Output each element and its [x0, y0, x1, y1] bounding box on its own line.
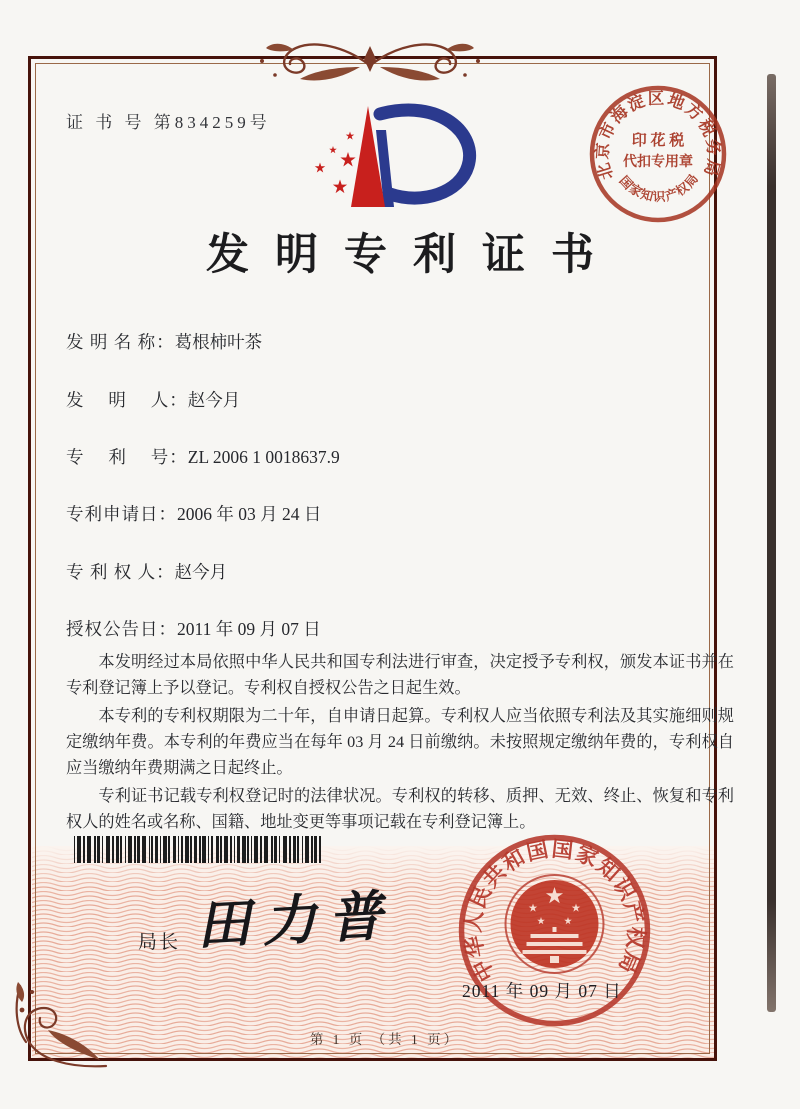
field-invention-name	[66, 329, 262, 354]
legal-paragraph-term-fees: 本专利的专利权期限为二十年，自申请日起算。专利权人应当依照专利法及其实施细则规定缴纳年费。本专利的年费应当在每年 03 月 24 日前缴纳。未按照规定缴纳年费的，专利权自应当缴纳年费期满之日起终止。	[66, 707, 734, 777]
tax-seal-arc-top-text: 北京市海淀区地方税务局	[592, 88, 724, 182]
certificate-number: 证 书 号 第834259号	[66, 113, 271, 132]
field-inventor-value: 赵今月	[187, 390, 241, 410]
field-grant-date	[66, 616, 321, 641]
tax-seal-center-line1: 印 花 税	[631, 133, 685, 149]
director-signature: 田力普	[194, 885, 396, 957]
director-title-label: 局长	[138, 932, 181, 953]
field-filing-date-value: 2006 年 03 月 24 日	[177, 504, 322, 524]
legal-paragraph-grant: 本发明经过本局依照中华人民共和国专利法进行审查，决定授予专利权，颁发本证书并在专利登记簿上予以登记。专利权自授权公告之日起生效。	[66, 653, 734, 697]
field-filing-date-label: 专利申请日：	[66, 504, 177, 524]
field-patentee-value: 赵今月	[174, 562, 228, 582]
field-inventor-label: 发 明 人：	[66, 390, 188, 410]
border-ornament-corner-icon	[8, 980, 120, 1074]
field-patentee	[66, 559, 227, 584]
barcode	[74, 836, 321, 863]
tax-seal-center-line2: 代扣专用章	[623, 155, 693, 170]
field-grant-date-label: 授权公告日：	[66, 619, 177, 639]
field-invention-name-label: 发 明 名 称：	[66, 332, 175, 352]
field-filing-date	[66, 501, 321, 526]
field-invention-name-value: 葛根柿叶茶	[174, 332, 263, 352]
sipo-logo-icon	[290, 100, 510, 218]
office-seal-ring-text: 中华人民共和国国家知识产权局	[460, 836, 649, 986]
field-grant-date-value: 2011 年 09 月 07 日	[177, 619, 321, 639]
field-patent-number-label: 专 利 号：	[66, 447, 188, 467]
seal-date: 2011 年 09 月 07 日	[462, 981, 622, 1001]
svg-text:国家知识产权局	[617, 171, 702, 204]
tax-seal-arc-bottom-text: 国家知识产权局	[616, 170, 702, 205]
legal-paragraph-register: 专利证书记载专利权登记时的法律状况。专利权的转移、质押、无效、终止、恢复和专利权人的姓名或名称、国籍、地址变更等事项记载在专利登记簿上。	[66, 787, 734, 831]
field-inventor	[66, 387, 240, 412]
page-number-footer: 第 1 页 （共 1 页）	[309, 1032, 461, 1047]
national-emblem-icon	[506, 875, 604, 973]
field-patent-number	[66, 444, 340, 469]
border-ornament-top-icon	[240, 34, 500, 88]
field-patent-number-value: ZL 2006 1 0018637.9	[187, 447, 340, 467]
tax-stamp-seal	[582, 78, 734, 230]
field-patentee-label: 专 利 权 人：	[66, 562, 175, 582]
certificate-title: 发明专利证书	[206, 232, 620, 279]
page-edge-shadow	[767, 74, 776, 1012]
legal-text-block	[66, 649, 734, 837]
